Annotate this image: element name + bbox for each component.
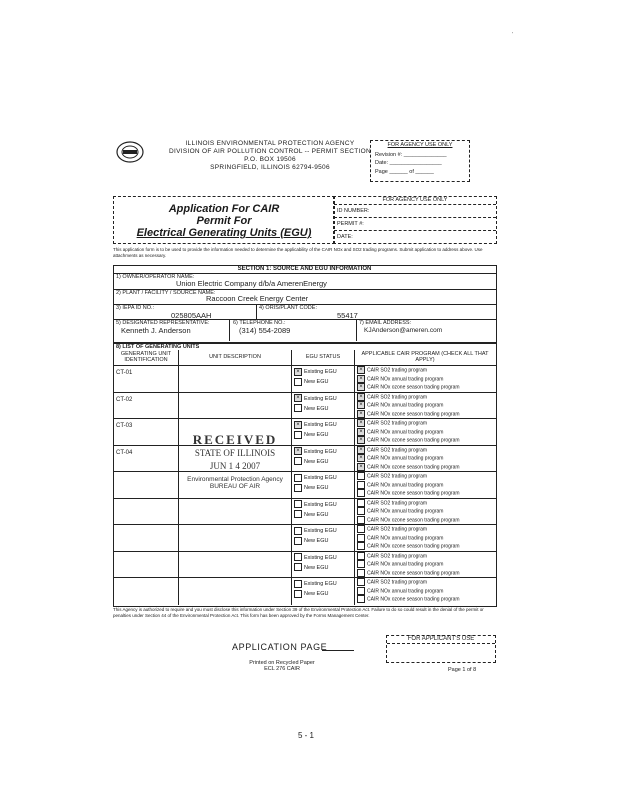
prog1-checkbox[interactable]: × [357,393,365,401]
prog3-label: CAIR NOx ozone season trading program [367,437,460,444]
egu-status [294,420,337,440]
prog2-label: CAIR NOx annual trading program [367,428,444,435]
form-title-line2: Permit For [196,215,252,227]
section1-title: SECTION 1: SOURCE AND EGU INFORMATION [237,266,372,272]
existing-egu-label: Existing EGU [304,369,337,375]
agency-date-label: DATE: [337,233,353,240]
plant-name-value: Raccoon Creek Energy Center [206,294,309,303]
prog1-label: CAIR SO2 trading program [367,579,428,586]
egu-status [294,367,337,387]
prog2-label: CAIR NOx annual trading program [367,508,444,515]
new-egu-checkbox[interactable] [294,563,302,571]
telephone-label: 6) TELEPHONE NO.: [233,320,286,326]
agency-po-box: P.O. BOX 19506 [244,156,296,163]
new-egu-checkbox[interactable] [294,404,302,412]
prog1-checkbox[interactable] [357,552,365,560]
application-page-label: APPLICATION PAGE [232,642,328,652]
prog1-label: CAIR SO2 trading program [367,499,428,506]
agency-use-box-top: FOR AGENCY USE ONLY Revision #: ______________ Date: _________________ Page ______ of ______ [370,140,470,182]
prog1-label: CAIR SO2 trading program [367,446,428,453]
prog3-checkbox[interactable] [357,542,365,550]
cair-programs [357,525,460,551]
cair-programs [357,472,460,498]
col-program: APPLICABLE CAIR PROGRAM (CHECK ALL THAT APPLY) [361,351,489,363]
prog3-label: CAIR NOx ozone season trading program [367,463,460,470]
applicant-use-box [386,635,496,663]
stamp-received: RECEIVED [192,432,278,447]
prog1-checkbox[interactable] [357,578,365,586]
new-egu-label: New EGU [304,432,329,438]
agency-city: SPRINGFIELD, ILLINOIS 62794-9506 [210,164,330,171]
new-egu-checkbox[interactable] [294,510,302,518]
prog3-label: CAIR NOx ozone season trading program [367,543,460,550]
designated-rep-value: Kenneth J. Anderson [121,326,191,335]
oris-code-value: 55417 [337,311,358,320]
existing-egu-label: Existing EGU [304,475,337,481]
existing-egu-label: Existing EGU [304,581,337,587]
cair-programs [357,419,460,445]
prog1-checkbox[interactable]: × [357,366,365,374]
prog3-label: CAIR NOx ozone season trading program [367,410,460,417]
prog3-label: CAIR NOx ozone season trading program [367,596,460,603]
designated-rep-label: 5) DESIGNATED REPRESENTATIVE: [116,320,210,326]
stamp-agency: Environmental Protection Agency [187,476,283,483]
unit-id: CT-01 [116,370,133,376]
prog3-checkbox[interactable] [357,569,365,577]
egu-status [294,473,337,493]
col-status: EGU STATUS [305,354,341,360]
agency-right-title: FOR AGENCY USE ONLY [334,197,496,205]
page-of: Page 1 of 8 [448,667,477,673]
prog1-checkbox[interactable] [357,499,365,507]
iepa-seal-icon [116,141,144,163]
existing-egu-label: Existing EGU [304,501,337,508]
new-egu-checkbox[interactable] [294,484,302,492]
permit-number-label: PERMIT #: [334,218,496,231]
existing-egu-label: Existing EGU [304,422,337,428]
cair-programs [357,499,460,525]
received-stamp [180,432,290,490]
prog2-label: CAIR NOx annual trading program [367,587,444,594]
egu-status [294,526,337,546]
prog1-checkbox[interactable] [357,525,365,533]
prog3-checkbox[interactable]: × [357,463,365,471]
prog2-checkbox[interactable] [357,534,365,542]
prog2-label: CAIR NOx annual trading program [367,402,444,409]
new-egu-checkbox[interactable] [294,590,302,598]
form-code: ECL 276 CAIR [264,666,300,672]
iepa-id-value: 025805AAH [171,311,212,320]
cair-programs [357,366,460,392]
new-egu-label: New EGU [304,405,329,412]
prog2-label: CAIR NOx annual trading program [367,375,444,382]
existing-egu-label: Existing EGU [304,395,337,402]
prog2-label: CAIR NOx annual trading program [367,481,444,488]
egu-status [294,579,337,599]
agency-name: ILLINOIS ENVIRONMENTAL PROTECTION AGENCY [185,140,355,147]
prog2-checkbox[interactable] [357,587,365,595]
prog2-checkbox[interactable]: × [357,428,365,436]
prog1-label: CAIR SO2 trading program [367,552,428,559]
existing-egu-checkbox[interactable] [294,580,302,588]
of-label: of [409,168,414,175]
prog2-checkbox[interactable] [357,507,365,515]
col-description: UNIT DESCRIPTION [209,354,261,360]
iepa-logo [116,141,144,163]
prog2-label: CAIR NOx annual trading program [367,455,444,462]
form-title-line3: Electrical Generating Units (EGU) [136,227,312,239]
existing-egu-label: Existing EGU [304,528,337,534]
new-egu-label: New EGU [304,564,329,571]
new-egu-label: New EGU [304,511,329,518]
prog2-checkbox[interactable] [357,481,365,489]
new-egu-label: New EGU [304,591,329,597]
prog2-checkbox[interactable] [357,560,365,568]
prog3-checkbox[interactable] [357,595,365,603]
unit-id: CT-02 [116,396,133,403]
new-egu-checkbox[interactable] [294,457,302,465]
new-egu-label: New EGU [304,538,329,544]
existing-egu-checkbox[interactable]: × [294,368,302,376]
prog1-checkbox[interactable] [357,472,365,480]
new-egu-checkbox[interactable] [294,537,302,545]
prog2-label: CAIR NOx annual trading program [367,561,444,568]
egu-status [294,394,337,414]
revision-label: Revision #: [375,151,403,158]
egu-status [294,553,337,573]
id-number-label: ID NUMBER: [334,205,496,218]
intro-text: This application form is to be used to provide the information needed to determine the applicability of the CAIR NOx and SO2 trading programs. Submit application to address above. Use attachments as necessary. [113,247,483,258]
existing-egu-checkbox[interactable]: × [294,447,302,455]
form-title-line1: Application For CAIR [168,203,280,215]
iepa-id-label: 3) IEPA ID NO.: [116,305,155,311]
applicant-box-title: FOR APPLICANT'S USE [387,636,495,644]
prog3-label: CAIR NOx ozone season trading program [367,569,460,576]
agency-use-box-right [333,196,497,244]
date-label: Date: [375,160,389,166]
agency-division: DIVISION OF AIR POLLUTION CONTROL -- PERMIT SECTION [168,148,372,155]
new-egu-label: New EGU [304,458,329,465]
cair-programs [357,393,460,419]
existing-egu-checkbox[interactable] [294,553,302,561]
existing-egu-checkbox[interactable] [294,500,302,508]
egu-status [294,500,337,520]
existing-egu-checkbox[interactable]: × [294,394,302,402]
oris-code-label: 4) ORIS/PLANT CODE: [259,305,317,311]
email-value: KJAnderson@ameren.com [364,327,443,334]
stamp-state: STATE OF ILLINOIS [194,448,276,458]
prog3-checkbox[interactable]: × [357,383,365,391]
telephone-value: (314) 554-2089 [239,326,291,335]
prog1-label: CAIR SO2 trading program [367,473,428,480]
new-egu-checkbox[interactable] [294,378,302,386]
prog1-label: CAIR SO2 trading program [367,367,428,374]
recycled-note: Printed on Recycled Paper [249,660,315,666]
agency-box-title: FOR AGENCY USE ONLY [387,142,453,148]
unit-id: CT-03 [116,423,133,429]
prog2-checkbox[interactable]: × [357,375,365,383]
prog3-checkbox[interactable] [357,516,365,524]
cair-programs [357,552,460,578]
unit-id: CT-04 [116,449,133,456]
prog1-label: CAIR SO2 trading program [367,526,428,533]
prog3-checkbox[interactable]: × [357,410,365,418]
prog3-label: CAIR NOx ozone season trading program [367,490,460,497]
prog2-label: CAIR NOx annual trading program [367,534,444,541]
cair-programs [357,446,460,472]
existing-egu-checkbox[interactable] [294,527,302,535]
existing-egu-checkbox[interactable]: × [294,421,302,429]
page-label: Page [375,168,388,175]
form-title-box [113,196,335,244]
corner-mark: ' [512,32,514,38]
prog2-checkbox[interactable]: × [357,454,365,462]
plant-name-label: 2) PLANT / FACILITY / SOURCE NAME: [116,290,216,296]
existing-egu-label: Existing EGU [304,448,337,455]
stamp-bureau: BUREAU OF AIR [209,483,261,490]
prog3-label: CAIR NOx ozone season trading program [367,384,460,391]
prog3-checkbox[interactable] [357,489,365,497]
egu-table-title: 8) LIST OF GENERATING UNITS [116,344,200,350]
email-label: 7) EMAIL ADDRESS: [359,320,412,326]
prog3-checkbox[interactable]: × [357,436,365,444]
new-egu-label: New EGU [304,485,329,491]
prog1-checkbox[interactable]: × [357,419,365,427]
new-egu-checkbox[interactable] [294,431,302,439]
prog1-label: CAIR SO2 trading program [367,393,428,400]
owner-name-label: 1) OWNER/OPERATOR NAME: [116,274,195,280]
existing-egu-checkbox[interactable] [294,474,302,482]
cair-programs [357,578,460,604]
col-unit-id: GENERATING UNIT IDENTIFICATION [120,351,172,363]
prog1-checkbox[interactable]: × [357,446,365,454]
page-mark: 5 - 1 [298,731,315,740]
egu-status [294,447,337,467]
existing-egu-label: Existing EGU [304,554,337,561]
owner-name-value: Union Electric Company d/b/a AmerenEnergy [176,279,327,288]
footer-legal-text: This Agency is authorized to require and you must disclose this information under Section 39 of the Environmental Protection Act. Failure to do so could result in the denial of the permit or penalties under Section 44 of the Environmental Protection Act. This form has been approved by the Forms Management Center. [113,607,484,618]
new-egu-label: New EGU [304,379,329,385]
prog2-checkbox[interactable]: × [357,401,365,409]
prog3-label: CAIR NOx ozone season trading program [367,516,460,523]
prog1-label: CAIR SO2 trading program [367,420,428,427]
stamp-date: JUN 1 4 2007 [209,461,261,471]
